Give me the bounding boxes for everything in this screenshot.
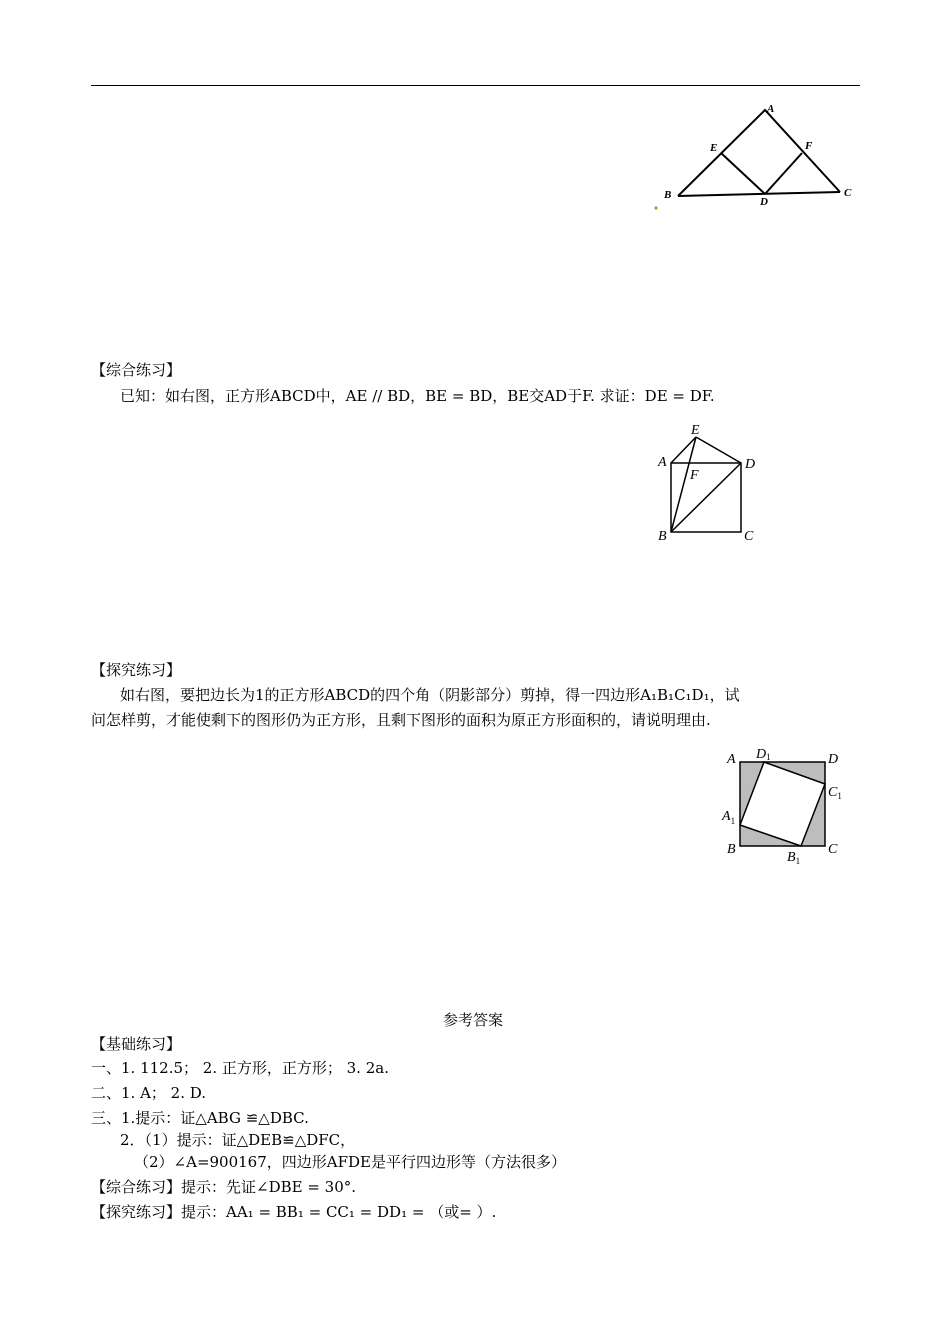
label-B: B <box>664 189 672 201</box>
label-A1: $A_1$ <box>722 809 736 826</box>
triangle-base <box>678 192 840 196</box>
answers-jichu-heading: 【基础练习】 <box>91 1035 182 1053</box>
label-A: A <box>727 752 736 767</box>
zonghe-problem: 已知：如右图，正方形ABCD中，AE // BD，BE = BD，BE交AD于F. 求证：DE = DF. <box>120 387 715 405</box>
header-rule <box>91 85 860 86</box>
label-E: E <box>710 142 718 154</box>
answer-line-7: 【探究练习】提示：AA₁ = BB₁ = CC₁ = DD₁ = （或= ）. <box>91 1203 497 1221</box>
label-E: E <box>691 423 700 438</box>
tanjiu-line1: 如右图，要把边长为1的正方形ABCD的四个角（阴影部分）剪掉，得一四边形A₁B₁C₁D₁，试 <box>120 686 740 704</box>
triangle-outline <box>678 110 840 196</box>
zonghe-heading: 【综合练习】 <box>91 361 182 379</box>
tanjiu-line2: 问怎样剪，才能使剩下的图形仍为正方形，且剩下图形的面积为原正方形面积的，请说明理由. <box>91 711 711 729</box>
label-B1: $B_1$ <box>787 850 801 866</box>
figure-shaded-square <box>715 740 855 870</box>
label-D: D <box>745 457 756 472</box>
segment-DF <box>765 153 802 194</box>
label-C: C <box>828 842 838 857</box>
label-F: F <box>690 468 699 483</box>
segment-BD <box>671 463 741 532</box>
label-D: D <box>760 196 768 208</box>
segment-BE <box>671 437 696 532</box>
answer-line-1: 一、1. 112.5； 2. 正方形，正方形； 3. 2a. <box>91 1059 389 1077</box>
segment-ED <box>721 153 765 194</box>
label-C: C <box>744 529 754 544</box>
label-B: B <box>727 842 736 857</box>
answers-title: 参考答案 <box>443 1011 504 1029</box>
label-C1: $C_1$ <box>828 785 842 801</box>
tanjiu-heading: 【探究练习】 <box>91 661 182 679</box>
label-B: B <box>658 529 667 544</box>
answer-line-2: 二、1. A； 2. D. <box>91 1084 207 1102</box>
label-C: C <box>844 187 852 199</box>
label-D: D <box>828 752 839 767</box>
label-A: A <box>767 103 775 115</box>
segment-ED <box>696 437 741 463</box>
answer-line-3: 三、1.提示：证△ABG ≌△DBC. <box>91 1109 309 1127</box>
answer-line-5: （2）∠A=900167，四边形AFDE是平行四边形等（方法很多） <box>134 1153 566 1171</box>
label-A: A <box>658 455 667 470</box>
label-D1: D1 <box>756 747 771 762</box>
answer-line-4: 2．（1）提示：证△DEB≌△DFC， <box>120 1131 356 1149</box>
label-F: F <box>805 140 813 152</box>
figure-triangle <box>650 100 860 215</box>
figure-square-e <box>650 418 770 548</box>
stray-dot <box>655 207 658 210</box>
answer-line-6: 【综合练习】提示：先证∠DBE = 30°. <box>91 1178 357 1196</box>
